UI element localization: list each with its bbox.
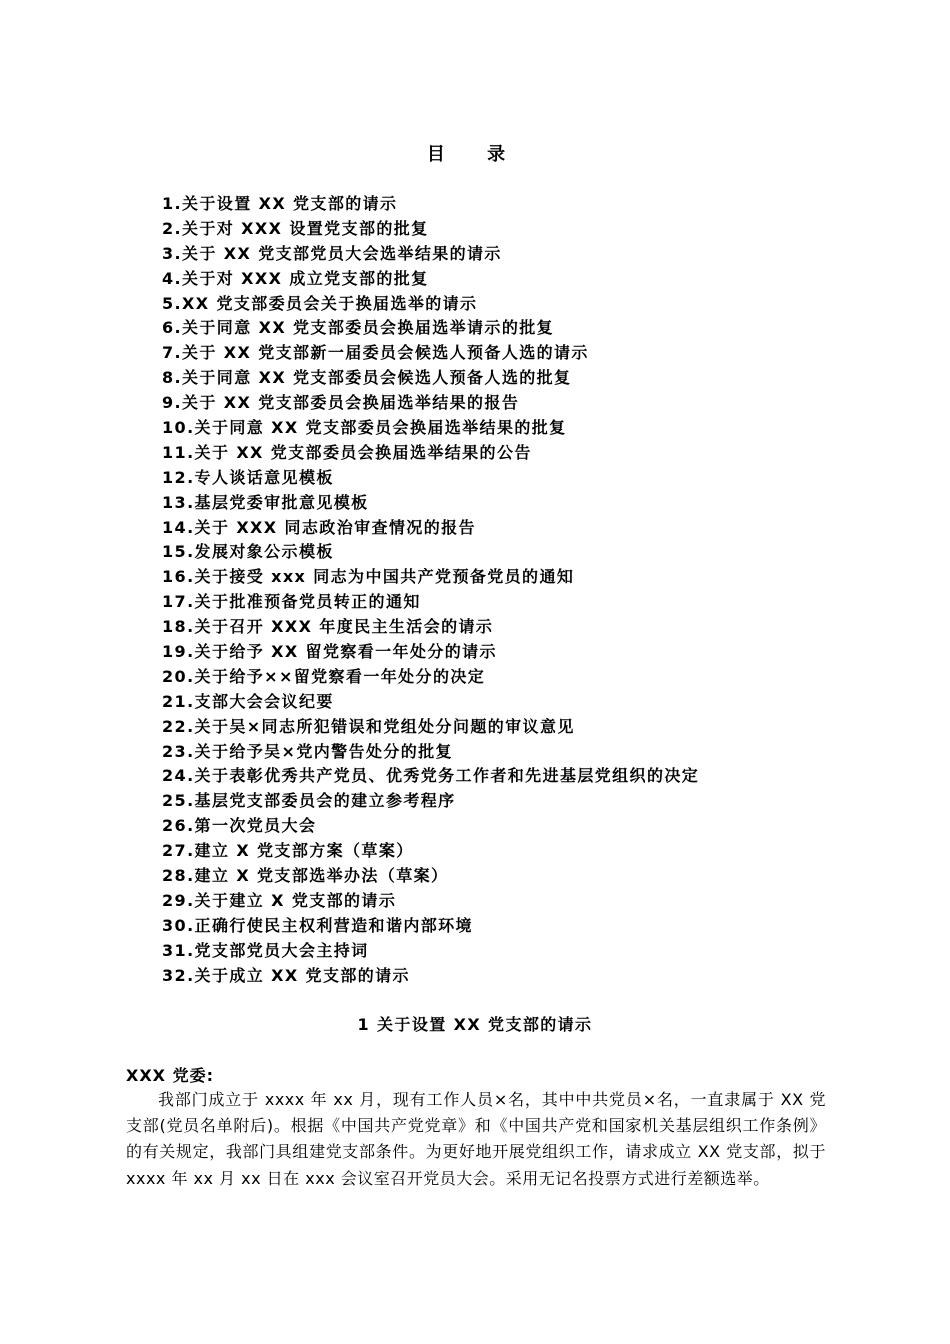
toc-item: 13.基层党委审批意见模板 — [162, 492, 369, 512]
toc-item: 23.关于给予吴×党内警告处分的批复 — [162, 741, 453, 761]
toc-item: 6.关于同意 XX 党支部委员会换届选举请示的批复 — [162, 318, 555, 338]
toc-item: 1.关于设置 XX 党支部的请示 — [162, 194, 398, 213]
toc-item: 29.关于建立 X 党支部的请示 — [162, 890, 397, 910]
toc-item: 16.关于接受 xxx 同志为中国共产党预备党员的通知 — [162, 567, 575, 587]
toc-item: 14.关于 XXX 同志政治审查情况的报告 — [162, 517, 476, 537]
toc-item: 18.关于召开 XXX 年度民主生活会的请示 — [162, 617, 494, 637]
toc-item: 11.关于 XX 党支部委员会换届选举结果的公告 — [162, 442, 532, 462]
toc-item: 19.关于给予 XX 留党察看一年处分的请示 — [162, 642, 497, 662]
toc-item: 21.支部大会会议纪要 — [162, 691, 334, 711]
toc-item: 7.关于 XX 党支部新一届委员会候选人预备人选的请示 — [162, 343, 589, 363]
toc-item: 2.关于对 XXX 设置党支部的批复 — [162, 218, 429, 238]
toc-item: 20.关于给予××留党察看一年处分的决定 — [162, 666, 486, 686]
toc-list — [162, 192, 699, 989]
toc-item: 32.关于成立 XX 党支部的请示 — [162, 965, 410, 985]
toc-item: 22.关于吴×同志所犯错误和党组处分问题的审议意见 — [162, 716, 575, 736]
toc-item: 27.建立 X 党支部方案（草案） — [162, 841, 414, 861]
toc-item: 15.发展对象公示模板 — [162, 542, 334, 562]
toc-item: 10.关于同意 XX 党支部委员会换届选举结果的批复 — [162, 418, 567, 438]
toc-item: 9.关于 XX 党支部委员会换届选举结果的报告 — [162, 393, 520, 413]
toc-item: 26.第一次党员大会 — [162, 816, 317, 836]
toc-item: 25.基层党支部委员会的建立参考程序 — [162, 791, 456, 811]
toc-item: 12.专人谈话意见模板 — [162, 467, 334, 487]
toc-item: 24.关于表彰优秀共产党员、优秀党务工作者和先进基层党组织的决定 — [162, 766, 700, 786]
toc-item: 4.关于对 XXX 成立党支部的批复 — [162, 268, 429, 288]
toc-item: 28.建立 X 党支部选举办法（草案） — [162, 866, 449, 886]
toc-item: 5.XX 党支部委员会关于换届选举的请示 — [162, 293, 478, 313]
toc-item: 31.党支部党员大会主持词 — [162, 940, 369, 960]
toc-item: 17.关于批准预备党员转正的通知 — [162, 592, 421, 612]
toc-title: 目 录 — [426, 144, 524, 165]
body-paragraph: 我部门成立于 xxxx 年 xx 月，现有工作人员×名，其中中共党员×名，一直隶属于 XX 党支部(党员名单附后)。根据《中国共产党党章》和《中国共产党和国家机关基层组织工作条例》的有关规定，我部门具组建党支部条件。为更好地开展党组织工作，请求成立 XX 党支部，拟于 xxxx 年 xx 月 xx 日在 xxx 会议室召开党员大会。采用无记名投票方式进行差额选举。 — [126, 1090, 826, 1188]
section-title: 1 关于设置 XX 党支部的请示 — [357, 1015, 593, 1034]
salutation: XXX 党委: — [126, 1066, 214, 1085]
toc-item: 3.关于 XX 党支部党员大会选举结果的请示 — [162, 243, 502, 263]
toc-item: 30.正确行使民主权利营造和谐内部环境 — [162, 915, 473, 935]
toc-item: 8.关于同意 XX 党支部委员会候选人预备人选的批复 — [162, 368, 572, 388]
